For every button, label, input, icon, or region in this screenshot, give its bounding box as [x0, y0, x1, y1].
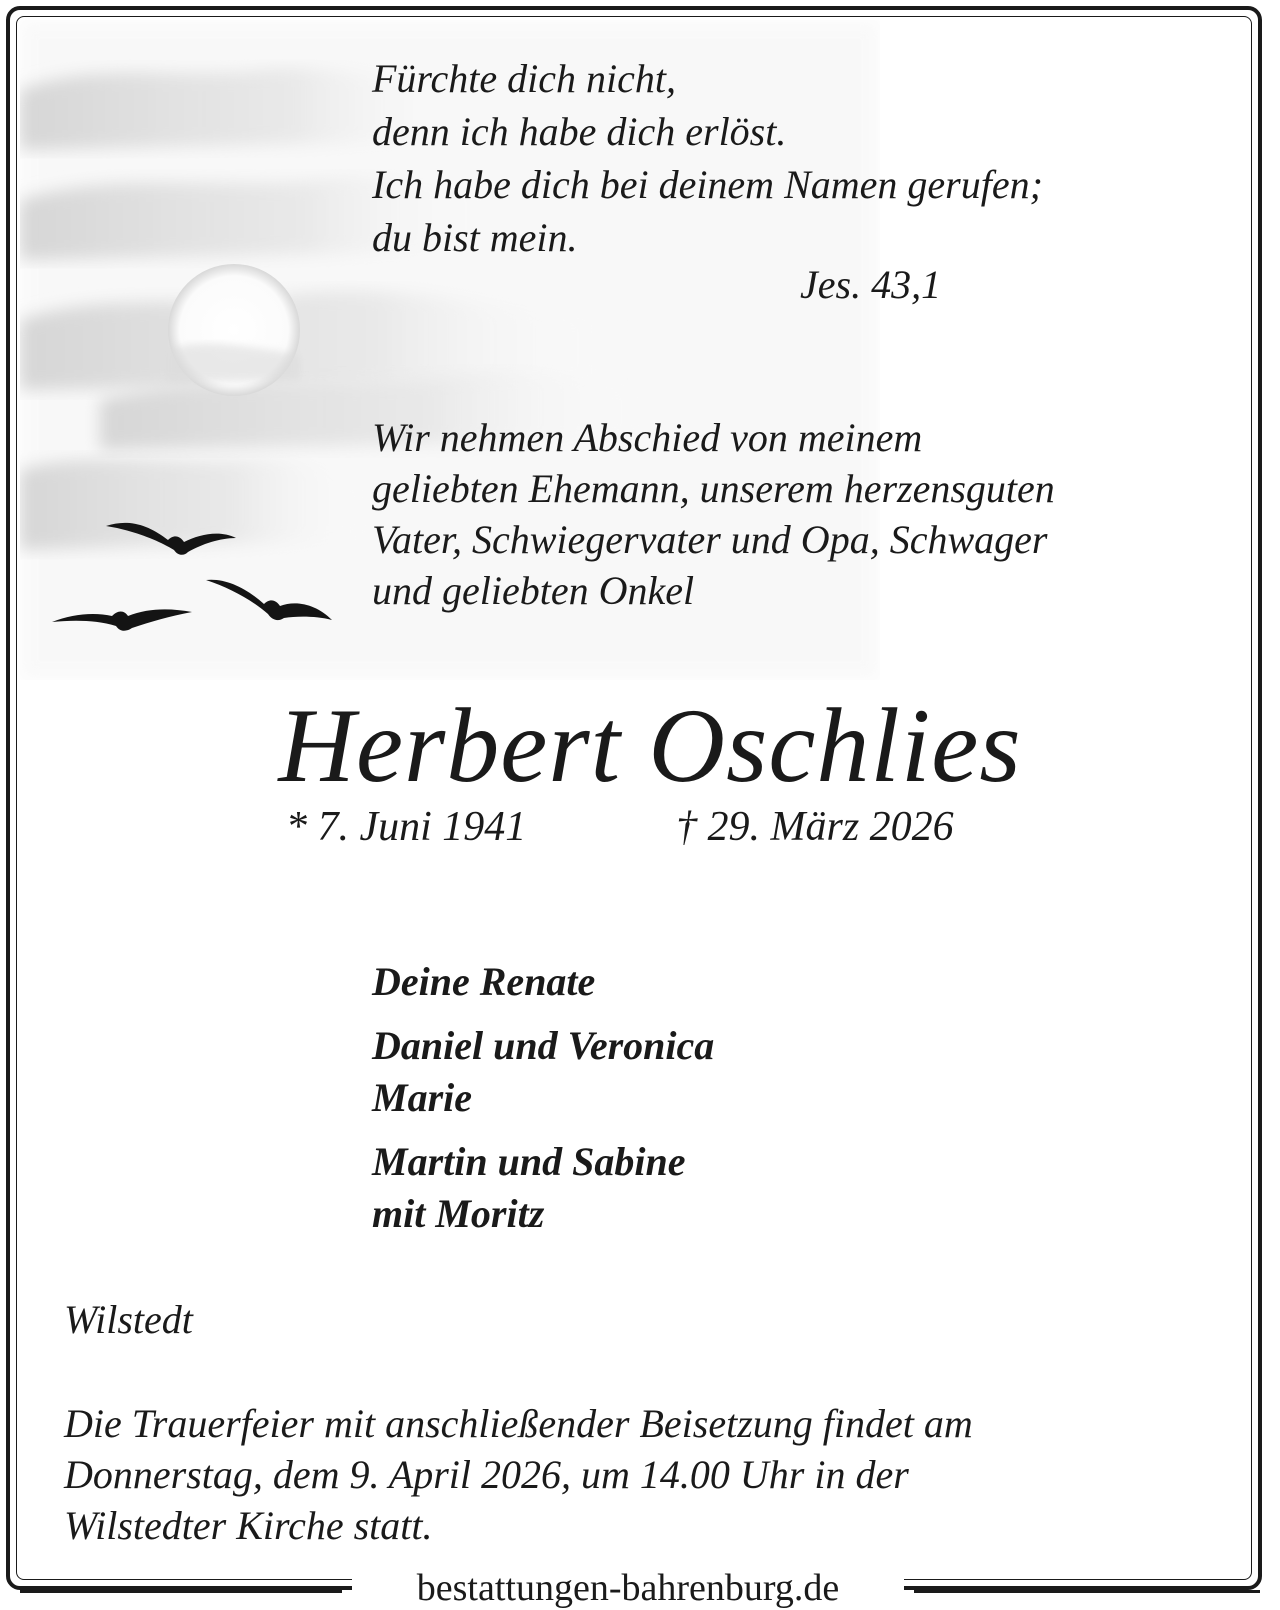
mourner-group [372, 1020, 714, 1124]
service-line: Die Trauerfeier mit anschließender Beisetzung findet am [64, 1401, 973, 1446]
intro-line: Wir nehmen Abschied von meinem [372, 415, 923, 460]
intro-line: geliebten Ehemann, unserem herzensguten [372, 466, 1055, 511]
funeral-home-website: bestattungen-bahrenburg.de [352, 1566, 904, 1610]
mourner-line: Deine Renate [372, 959, 596, 1004]
mourners-list [372, 956, 714, 1252]
death-date: † 29. März 2026 [676, 804, 954, 850]
service-line: Donnerstag, dem 9. April 2026, um 14.00 Uhr in der [64, 1452, 909, 1497]
funeral-service-notice [64, 1398, 973, 1551]
footer-rule-left [20, 1590, 342, 1593]
mourner-line: mit Moritz [372, 1191, 545, 1236]
deceased-name: Herbert Oschlies [278, 687, 1022, 804]
verse-line: du bist mein. [372, 215, 578, 260]
mourner-line: Marie [372, 1075, 472, 1120]
verse-line: denn ich habe dich erlöst. [372, 109, 787, 154]
service-line: Wilstedter Kirche statt. [64, 1503, 433, 1548]
verse-reference: Jes. 43,1 [800, 262, 942, 307]
intro-line: Vater, Schwiegervater und Opa, Schwager [372, 517, 1048, 562]
mourner-group [372, 1136, 714, 1240]
intro-line: und geliebten Onkel [372, 568, 695, 613]
mourner-line: Daniel und Veronica [372, 1023, 715, 1068]
birth-date: * 7. Juni 1941 [286, 804, 527, 850]
bible-verse [372, 52, 1043, 264]
mourner-group [372, 956, 714, 1008]
deceased-name-block [0, 686, 1280, 806]
verse-line: Fürchte dich nicht, [372, 56, 676, 101]
mourner-line: Martin und Sabine [372, 1139, 686, 1184]
footer-rule-right [914, 1590, 1260, 1593]
farewell-intro [372, 412, 1055, 616]
verse-line: Ich habe dich bei deinem Namen gerufen; [372, 162, 1043, 207]
place-name: Wilstedt [64, 1297, 193, 1342]
sun-icon [168, 264, 300, 396]
